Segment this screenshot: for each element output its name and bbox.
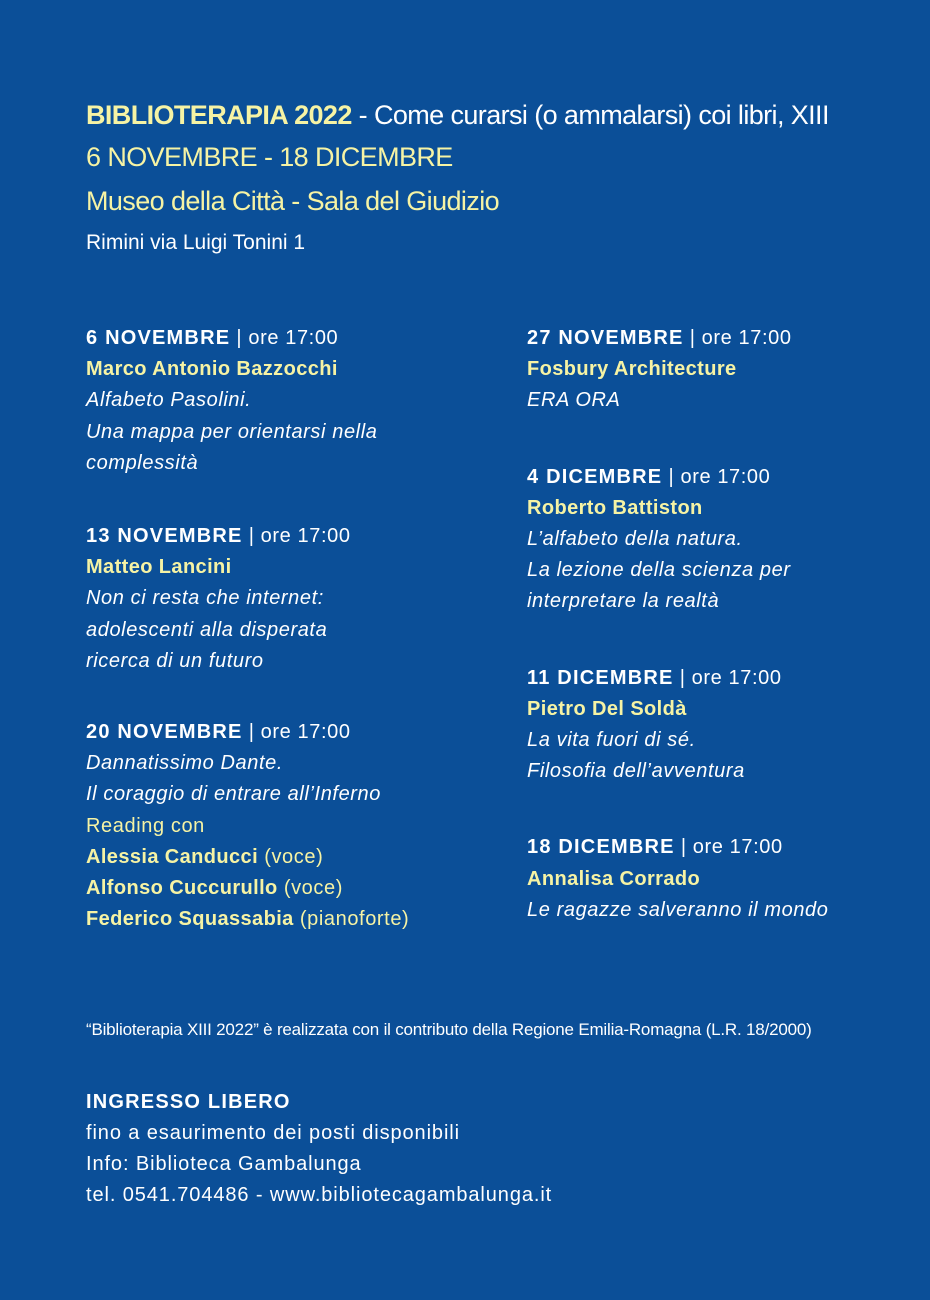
event-speaker: Matteo Lancini (86, 556, 232, 579)
event-block (86, 323, 486, 479)
contact-line: tel. 0541.704486 - www.bibliotecagambalunga.it (86, 1184, 553, 1206)
reading-label: Reading con (86, 814, 205, 837)
event-speaker: Roberto Battiston (527, 496, 703, 519)
event-date: 4 DICEMBRE (527, 465, 663, 488)
event-title-line: Le ragazze salveranno il mondo (527, 898, 829, 921)
event-title-line: L’alfabeto della natura. (527, 528, 743, 551)
event-block (527, 462, 907, 618)
event-speaker: Fosbury Architecture (527, 358, 737, 381)
performer-name: Federico Squassabia (86, 908, 294, 931)
right-program-column (527, 323, 907, 926)
address: Rimini via Luigi Tonini 1 (86, 231, 306, 254)
event-block (527, 832, 907, 926)
performer (86, 873, 486, 904)
free-entry: INGRESSO LIBERO (86, 1091, 291, 1113)
event-date: 18 DICEMBRE (527, 836, 675, 859)
event-title-line: Dannatissimo Dante. (86, 752, 284, 775)
event-title-line: complessità (86, 451, 199, 474)
funding-credit: “Biblioterapia XIII 2022” è realizzata con il contributo della Regione Emilia-Romagna (L.R. 18/2000) (86, 1020, 812, 1039)
event-date: 27 NOVEMBRE (527, 327, 684, 349)
event-title-line: Filosofia dell’avventura (527, 760, 745, 783)
event-time: | ore 17:00 (230, 327, 339, 349)
event-time: | ore 17:00 (673, 666, 782, 689)
event-title-line: Una mappa per orientarsi nella (86, 420, 378, 443)
venue: Museo della Città - Sala del Giudizio (86, 186, 500, 216)
series-title: BIBLIOTERAPIA 2022 (86, 100, 352, 130)
poster-header (86, 95, 886, 263)
event-date: 11 DICEMBRE (527, 666, 674, 689)
performer-role: (voce) (277, 877, 343, 900)
poster-footer (86, 1087, 552, 1211)
event-date: 6 NOVEMBRE (86, 327, 231, 349)
event-time: | ore 17:00 (674, 836, 783, 859)
event-title-line: La vita fuori di sé. (527, 729, 696, 752)
event-date: 13 NOVEMBRE (86, 525, 243, 548)
event-block (86, 717, 486, 935)
event-title-line: ricerca di un futuro (86, 649, 264, 672)
performer (86, 842, 486, 873)
info-line: Info: Biblioteca Gambalunga (86, 1153, 362, 1175)
event-title-line: ERA ORA (527, 389, 621, 412)
event-title-line: Il coraggio di entrare all’Inferno (86, 783, 381, 806)
event-title-line: Alfabeto Pasolini. (86, 389, 252, 412)
event-time: | ore 17:00 (242, 525, 351, 548)
event-speaker: Annalisa Corrado (527, 867, 701, 890)
event-time: | ore 17:00 (242, 721, 351, 744)
event-series-heading (86, 95, 886, 135)
event-date: 20 NOVEMBRE (86, 721, 243, 744)
performer-role: (voce) (258, 845, 324, 868)
performer-name: Alessia Canducci (86, 845, 259, 868)
event-speaker: Pietro Del Soldà (527, 697, 687, 720)
event-title-line: Non ci resta che internet: (86, 587, 324, 610)
event-block (527, 323, 907, 417)
performer-role: (pianoforte) (293, 908, 410, 931)
event-title-line: La lezione della scienza per (527, 559, 791, 582)
performer (86, 904, 486, 935)
event-time: | ore 17:00 (683, 327, 792, 349)
event-time: | ore 17:00 (662, 465, 771, 488)
series-subtitle: - Come curarsi (o ammalarsi) coi libri, XIII (351, 100, 829, 130)
performer-name: Alfonso Cuccurullo (86, 877, 278, 900)
event-block (527, 663, 907, 788)
availability-note: fino a esaurimento dei posti disponibili (86, 1122, 460, 1144)
left-program-column (86, 323, 486, 935)
event-title-line: interpretare la realtà (527, 590, 720, 613)
event-speaker: Marco Antonio Bazzocchi (86, 358, 338, 381)
event-title-line: adolescenti alla disperata (86, 618, 328, 641)
event-block (86, 521, 486, 677)
series-dates: 6 NOVEMBRE - 18 DICEMBRE (86, 142, 453, 172)
